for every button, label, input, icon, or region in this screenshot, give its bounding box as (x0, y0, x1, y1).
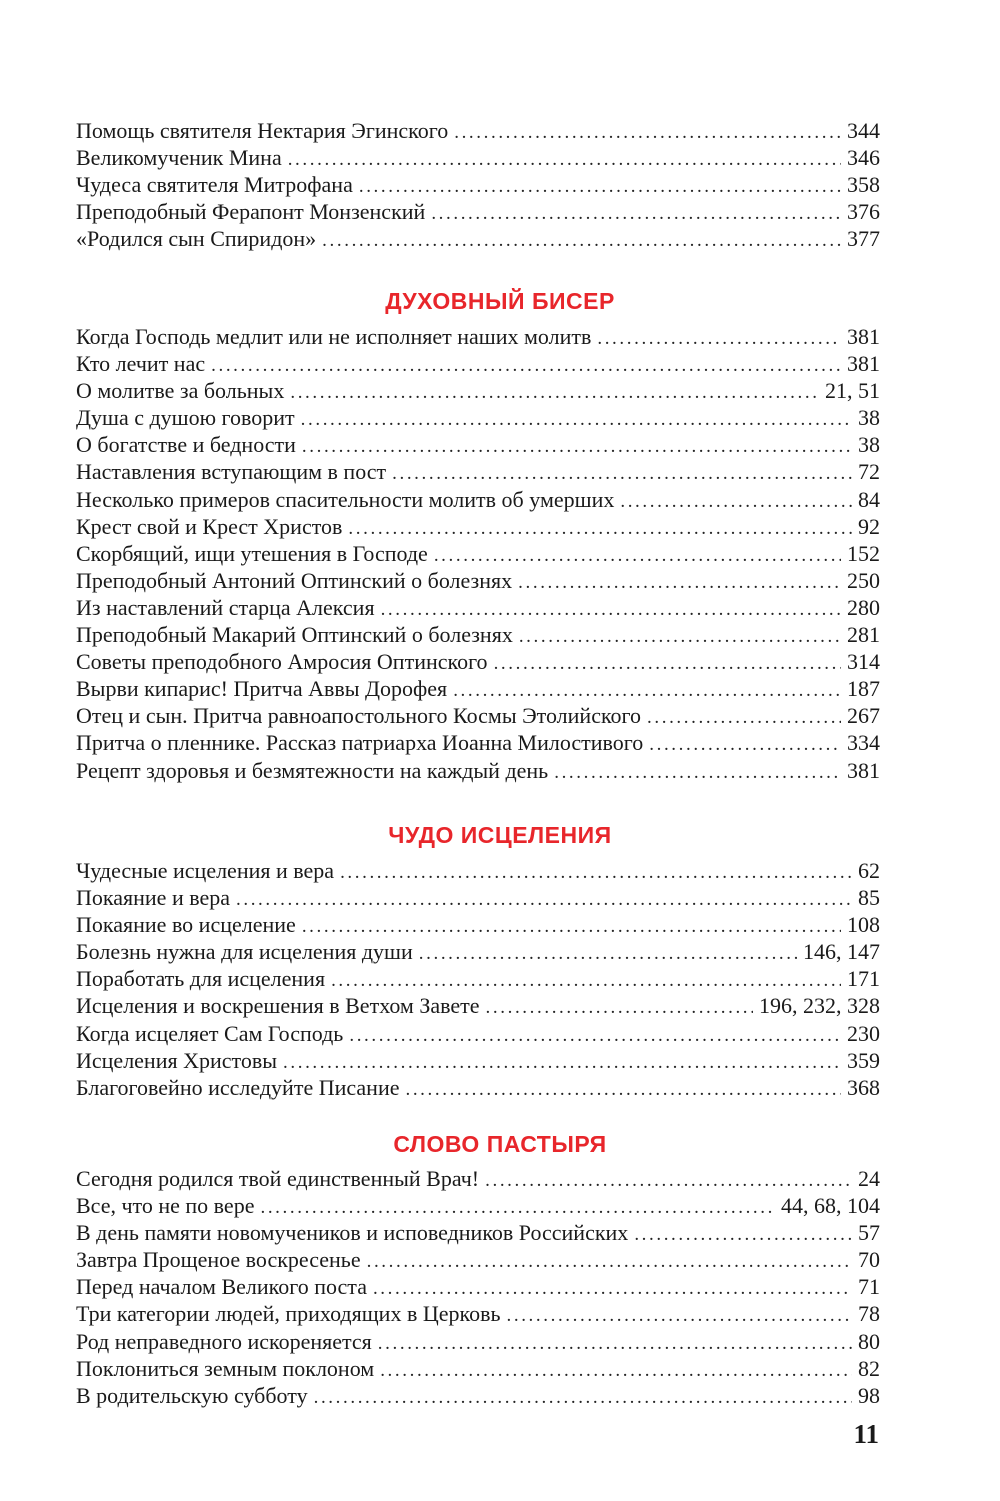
toc-entry (76, 1074, 880, 1101)
leader-dots (348, 515, 852, 542)
entry-title: Чудеса святителя Митрофана (76, 172, 353, 198)
page-number: 11 (853, 1419, 879, 1449)
toc-entry (76, 884, 880, 911)
toc-entry (76, 911, 880, 938)
toc-entry (76, 567, 880, 594)
entry-page: 368 (847, 1074, 880, 1100)
entry-title: Род неправедного искореняется (76, 1328, 372, 1354)
toc-entry (76, 171, 880, 198)
entry-title: Поработать для исцеления (76, 966, 326, 992)
toc-entry (76, 431, 880, 458)
leader-dots (283, 1049, 841, 1076)
leader-dots (302, 913, 841, 940)
leader-dots (453, 677, 841, 704)
leader-dots (349, 1022, 841, 1049)
leader-dots (211, 352, 841, 379)
leader-dots (485, 1167, 852, 1194)
toc-entry (76, 729, 880, 756)
entry-page: 98 (858, 1382, 880, 1408)
leader-dots (290, 379, 819, 406)
leader-dots (649, 731, 841, 758)
entry-page: 92 (858, 513, 880, 539)
leader-dots (378, 1330, 852, 1357)
entry-page: 24 (858, 1166, 880, 1191)
entry-page: 381 (847, 757, 880, 783)
entry-page: 38 (858, 405, 880, 431)
section-heading: СЛОВО ПАСТЫРЯ (393, 1131, 607, 1157)
entry-title: Вырви кипарис! Притча Аввы Дорофея (76, 676, 448, 702)
leader-dots (301, 406, 852, 433)
entry-page: 187 (847, 676, 880, 702)
entry-title: Крест свой и Крест Христов (76, 513, 343, 539)
toc-entry (76, 1246, 880, 1273)
entry-page: 146, 147 (803, 939, 880, 965)
leader-dots (236, 886, 852, 913)
entry-page: 344 (847, 118, 880, 143)
entry-title: Советы преподобного Амросия Оптинского (76, 649, 488, 675)
leader-dots (454, 119, 841, 146)
toc-entry (76, 757, 880, 784)
entry-page: 62 (858, 858, 880, 883)
toc-entry (76, 198, 880, 225)
entry-page: 82 (858, 1355, 880, 1381)
entry-title: Поклониться земным поклоном (76, 1355, 375, 1381)
entry-title: Кто лечит нас (76, 351, 206, 377)
leader-dots (392, 460, 852, 487)
toc-entry (76, 675, 880, 702)
toc-entry (76, 404, 880, 431)
leader-dots (494, 650, 841, 677)
entry-title: Наставления вступающим в пост (76, 459, 387, 485)
toc-entry (76, 1273, 880, 1300)
entry-page: 171 (847, 966, 880, 992)
toc-entry (76, 377, 880, 404)
entry-page: 21, 51 (825, 378, 880, 404)
toc-entry (76, 1047, 880, 1074)
entry-title: Благоговейно исследуйте Писание (76, 1074, 400, 1100)
entry-page: 250 (847, 567, 880, 593)
toc-entry (76, 594, 880, 621)
section-list (76, 1165, 880, 1409)
entry-title: Исцеления и воскрешения в Ветхом Завете (76, 993, 480, 1019)
toc-entry (76, 938, 880, 965)
entry-title: Преподобный Ферапонт Монзенский (76, 199, 426, 225)
entry-page: 314 (847, 649, 880, 675)
leader-dots (260, 1194, 775, 1221)
entry-title: Рецепт здоровья и безмятежности на каждый день (76, 757, 549, 783)
leader-dots (405, 1076, 841, 1103)
entry-page: 267 (847, 703, 880, 729)
entry-page: 359 (847, 1047, 880, 1073)
toc-entry (76, 1219, 880, 1246)
leader-dots (634, 1221, 852, 1248)
entry-title: Завтра Прощеное воскресенье (76, 1247, 361, 1273)
entry-title: Все, что не по вере (76, 1193, 255, 1219)
entry-title: Помощь святителя Нектария Эгинского (76, 118, 449, 143)
toc-entry (76, 992, 880, 1019)
entry-title: Притча о пленнике. Рассказ патриарха Иоанна Милостивого (76, 730, 644, 756)
entry-title: Великомученик Мина (76, 145, 282, 171)
leader-dots (288, 146, 841, 173)
leader-dots (486, 994, 753, 1021)
toc-entry (76, 857, 880, 884)
continued-list (76, 117, 880, 252)
entry-page: 381 (847, 324, 880, 349)
leader-dots (647, 704, 841, 731)
entry-page: 230 (847, 1020, 880, 1046)
entry-page: 80 (858, 1328, 880, 1354)
toc-entry (76, 117, 880, 144)
leader-dots (302, 433, 852, 460)
toc-entry (76, 144, 880, 171)
entry-title: Скорбящий, ищи утешения в Господе (76, 540, 428, 566)
toc-entry (76, 350, 880, 377)
entry-title: О богатстве и бедности (76, 432, 296, 458)
toc-entry (76, 513, 880, 540)
leader-dots (554, 759, 841, 786)
entry-title: Когда исцеляет Сам Господь (76, 1020, 344, 1046)
entry-title: В день памяти новомучеников и исповедников Российских (76, 1220, 629, 1246)
entry-page: 72 (858, 459, 880, 485)
toc-entry (76, 648, 880, 675)
leader-dots (431, 200, 841, 227)
leader-dots (373, 1275, 852, 1302)
toc-entry (76, 540, 880, 567)
entry-page: 108 (847, 912, 880, 938)
entry-title: Чудесные исцеления и вера (76, 858, 335, 883)
toc-entry (76, 965, 880, 992)
section-list (76, 323, 880, 784)
entry-page: 57 (858, 1220, 880, 1246)
toc-entry (76, 702, 880, 729)
section-heading: ЧУДО ИСЦЕЛЕНИЯ (388, 822, 612, 848)
toc-entry (76, 225, 880, 252)
entry-title: Сегодня родился твой единственный Врач! (76, 1166, 480, 1191)
toc-entry (76, 1328, 880, 1355)
entry-page: 346 (847, 145, 880, 171)
section-heading: ДУХОВНЫЙ БИСЕР (385, 288, 615, 314)
toc-entry (76, 1020, 880, 1047)
toc-entry (76, 323, 880, 350)
entry-title: «Родился сын Спиридон» (76, 226, 317, 252)
entry-page: 38 (858, 432, 880, 458)
entry-page: 281 (847, 622, 880, 648)
leader-dots (507, 1302, 853, 1329)
entry-title: Покаяние во исцеление (76, 912, 296, 938)
entry-page: 377 (847, 226, 880, 252)
toc-entry (76, 1165, 880, 1192)
leader-dots (331, 967, 841, 994)
leader-dots (518, 569, 841, 596)
entry-title: Покаяние и вера (76, 885, 230, 911)
entry-page: 78 (858, 1301, 880, 1327)
entry-title: Преподобный Макарий Оптинский о болезнях (76, 622, 513, 648)
entry-title: Отец и сын. Притча равноапостольного Космы Этолийского (76, 703, 642, 729)
toc-entry (76, 1192, 880, 1219)
leader-dots (620, 488, 852, 515)
entry-page: 358 (847, 172, 880, 198)
leader-dots (597, 325, 841, 352)
entry-page: 44, 68, 104 (781, 1193, 880, 1219)
leader-dots (359, 173, 841, 200)
entry-page: 334 (847, 730, 880, 756)
leader-dots (340, 859, 852, 886)
leader-dots (519, 623, 841, 650)
toc-entry (76, 621, 880, 648)
entry-title: Когда Господь медлит или не исполняет наших молитв (76, 324, 592, 349)
entry-page: 280 (847, 594, 880, 620)
leader-dots (381, 596, 841, 623)
entry-title: Перед началом Великого поста (76, 1274, 367, 1300)
entry-title: Исцеления Христовы (76, 1047, 278, 1073)
entry-page: 196, 232, 328 (759, 993, 880, 1019)
leader-dots (367, 1248, 852, 1275)
toc-entry (76, 458, 880, 485)
entry-title: Несколько примеров спасительности молитв об умерших (76, 486, 615, 512)
leader-dots (314, 1384, 852, 1411)
toc-entry (76, 486, 880, 513)
toc-entry (76, 1355, 880, 1382)
entry-title: Три категории людей, приходящих в Церковь (76, 1301, 501, 1327)
entry-title: Болезнь нужна для исцеления души (76, 939, 413, 965)
leader-dots (419, 940, 797, 967)
entry-title: Душа с душою говорит (76, 405, 295, 431)
toc-entry (76, 1382, 880, 1409)
toc-entry (76, 1300, 880, 1327)
entry-page: 84 (858, 486, 880, 512)
entry-page: 71 (858, 1274, 880, 1300)
entry-title: О молитве за больных (76, 378, 285, 404)
entry-title: В родительскую субботу (76, 1382, 308, 1408)
entry-page: 152 (847, 540, 880, 566)
entry-title: Преподобный Антоний Оптинский о болезнях (76, 567, 513, 593)
entry-page: 376 (847, 199, 880, 225)
entry-page: 70 (858, 1247, 880, 1273)
entry-title: Из наставлений старца Алексия (76, 594, 375, 620)
leader-dots (322, 227, 841, 254)
leader-dots (380, 1357, 852, 1384)
section-list (76, 857, 880, 1101)
entry-page: 381 (847, 351, 880, 377)
leader-dots (434, 542, 841, 569)
entry-page: 85 (858, 885, 880, 911)
